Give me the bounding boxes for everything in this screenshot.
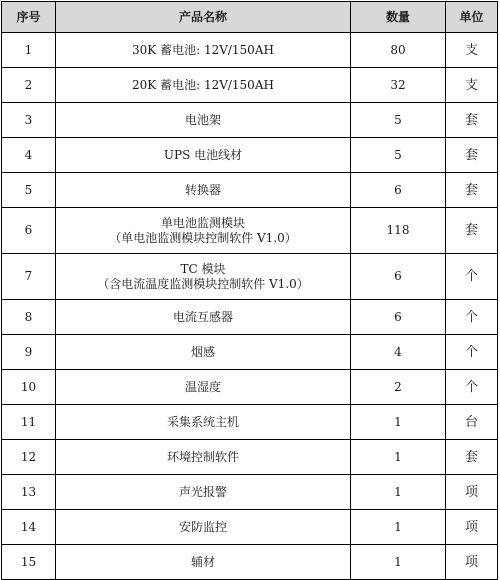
cell-product-name bbox=[56, 475, 351, 510]
table-row bbox=[2, 440, 498, 475]
cell-quantity: 4 bbox=[351, 335, 446, 370]
cell-quantity: 5 bbox=[351, 138, 446, 173]
cell-unit: 项 bbox=[446, 475, 498, 510]
cell-quantity: 1 bbox=[351, 440, 446, 475]
header-product-name: 产品名称 bbox=[56, 2, 351, 33]
product-name-line: 30K 蓄电池: 12V/150AH bbox=[132, 42, 274, 57]
product-name-line: 转换器 bbox=[184, 182, 221, 197]
product-name-line: TC 模块 bbox=[180, 261, 226, 276]
table-row bbox=[2, 68, 498, 103]
product-name-line: 电池架 bbox=[184, 112, 221, 127]
cell-seq: 13 bbox=[2, 475, 56, 510]
cell-product-name bbox=[56, 254, 351, 300]
cell-seq: 5 bbox=[2, 173, 56, 208]
cell-unit: 套 bbox=[446, 138, 498, 173]
cell-quantity: 6 bbox=[351, 300, 446, 335]
header-seq: 序号 bbox=[2, 2, 56, 33]
cell-unit: 项 bbox=[446, 510, 498, 545]
product-name-line: （含电流温度监测模块控制软件 V1.0） bbox=[97, 276, 309, 291]
cell-product-name bbox=[56, 545, 351, 580]
cell-product-name bbox=[56, 208, 351, 254]
cell-product-name bbox=[56, 405, 351, 440]
cell-product-name bbox=[56, 370, 351, 405]
product-name-line: 采集系统主机 bbox=[166, 414, 239, 429]
cell-seq: 15 bbox=[2, 545, 56, 580]
cell-quantity: 2 bbox=[351, 370, 446, 405]
table-row bbox=[2, 405, 498, 440]
cell-seq: 10 bbox=[2, 370, 56, 405]
cell-unit: 支 bbox=[446, 33, 498, 68]
cell-product-name bbox=[56, 103, 351, 138]
cell-quantity: 1 bbox=[351, 510, 446, 545]
cell-seq: 1 bbox=[2, 33, 56, 68]
product-name-line: 声光报警 bbox=[178, 484, 227, 499]
cell-product-name bbox=[56, 440, 351, 475]
table-row bbox=[2, 475, 498, 510]
product-table bbox=[1, 1, 498, 580]
cell-quantity: 1 bbox=[351, 545, 446, 580]
product-name-line: 环境控制软件 bbox=[166, 449, 239, 464]
table-row bbox=[2, 300, 498, 335]
table-row bbox=[2, 254, 498, 300]
table-row bbox=[2, 173, 498, 208]
cell-unit: 个 bbox=[446, 370, 498, 405]
table-body bbox=[2, 33, 498, 580]
cell-product-name bbox=[56, 510, 351, 545]
product-name-line: 电流互感器 bbox=[172, 309, 233, 324]
product-name-line: 安防监控 bbox=[178, 519, 227, 534]
cell-quantity: 6 bbox=[351, 173, 446, 208]
cell-seq: 9 bbox=[2, 335, 56, 370]
cell-product-name bbox=[56, 300, 351, 335]
cell-seq: 2 bbox=[2, 68, 56, 103]
cell-unit: 支 bbox=[446, 68, 498, 103]
cell-seq: 14 bbox=[2, 510, 56, 545]
table-row bbox=[2, 545, 498, 580]
cell-product-name bbox=[56, 173, 351, 208]
header-quantity: 数量 bbox=[351, 2, 446, 33]
cell-unit: 个 bbox=[446, 335, 498, 370]
cell-seq: 11 bbox=[2, 405, 56, 440]
table-row bbox=[2, 335, 498, 370]
product-name-line: UPS 电池线材 bbox=[163, 147, 243, 162]
table-row bbox=[2, 208, 498, 254]
product-name-line: 温湿度 bbox=[184, 379, 221, 394]
cell-product-name bbox=[56, 68, 351, 103]
product-name-line: （单电池监测模块控制软件 V1.0） bbox=[109, 230, 297, 245]
cell-seq: 12 bbox=[2, 440, 56, 475]
table-row bbox=[2, 510, 498, 545]
cell-unit: 套 bbox=[446, 173, 498, 208]
product-name-line: 烟感 bbox=[190, 344, 215, 359]
cell-unit: 项 bbox=[446, 545, 498, 580]
cell-seq: 7 bbox=[2, 254, 56, 300]
table-row bbox=[2, 370, 498, 405]
cell-unit: 套 bbox=[446, 103, 498, 138]
cell-quantity: 80 bbox=[351, 33, 446, 68]
table-row bbox=[2, 103, 498, 138]
cell-unit: 台 bbox=[446, 405, 498, 440]
cell-quantity: 118 bbox=[351, 208, 446, 254]
cell-quantity: 1 bbox=[351, 405, 446, 440]
table-row bbox=[2, 138, 498, 173]
cell-product-name bbox=[56, 335, 351, 370]
cell-quantity: 6 bbox=[351, 254, 446, 300]
cell-unit: 个 bbox=[446, 300, 498, 335]
cell-product-name bbox=[56, 33, 351, 68]
table-header-row bbox=[2, 2, 498, 33]
cell-unit: 套 bbox=[446, 440, 498, 475]
cell-quantity: 32 bbox=[351, 68, 446, 103]
cell-quantity: 5 bbox=[351, 103, 446, 138]
product-name-line: 单电池监测模块 bbox=[160, 215, 245, 230]
cell-seq: 8 bbox=[2, 300, 56, 335]
cell-seq: 6 bbox=[2, 208, 56, 254]
cell-seq: 3 bbox=[2, 103, 56, 138]
table-row bbox=[2, 33, 498, 68]
product-name-line: 辅材 bbox=[190, 554, 215, 569]
product-name-line: 20K 蓄电池: 12V/150AH bbox=[132, 77, 274, 92]
header-unit: 单位 bbox=[446, 2, 498, 33]
cell-unit: 个 bbox=[446, 254, 498, 300]
cell-quantity: 1 bbox=[351, 475, 446, 510]
cell-unit: 套 bbox=[446, 208, 498, 254]
cell-seq: 4 bbox=[2, 138, 56, 173]
cell-product-name bbox=[56, 138, 351, 173]
